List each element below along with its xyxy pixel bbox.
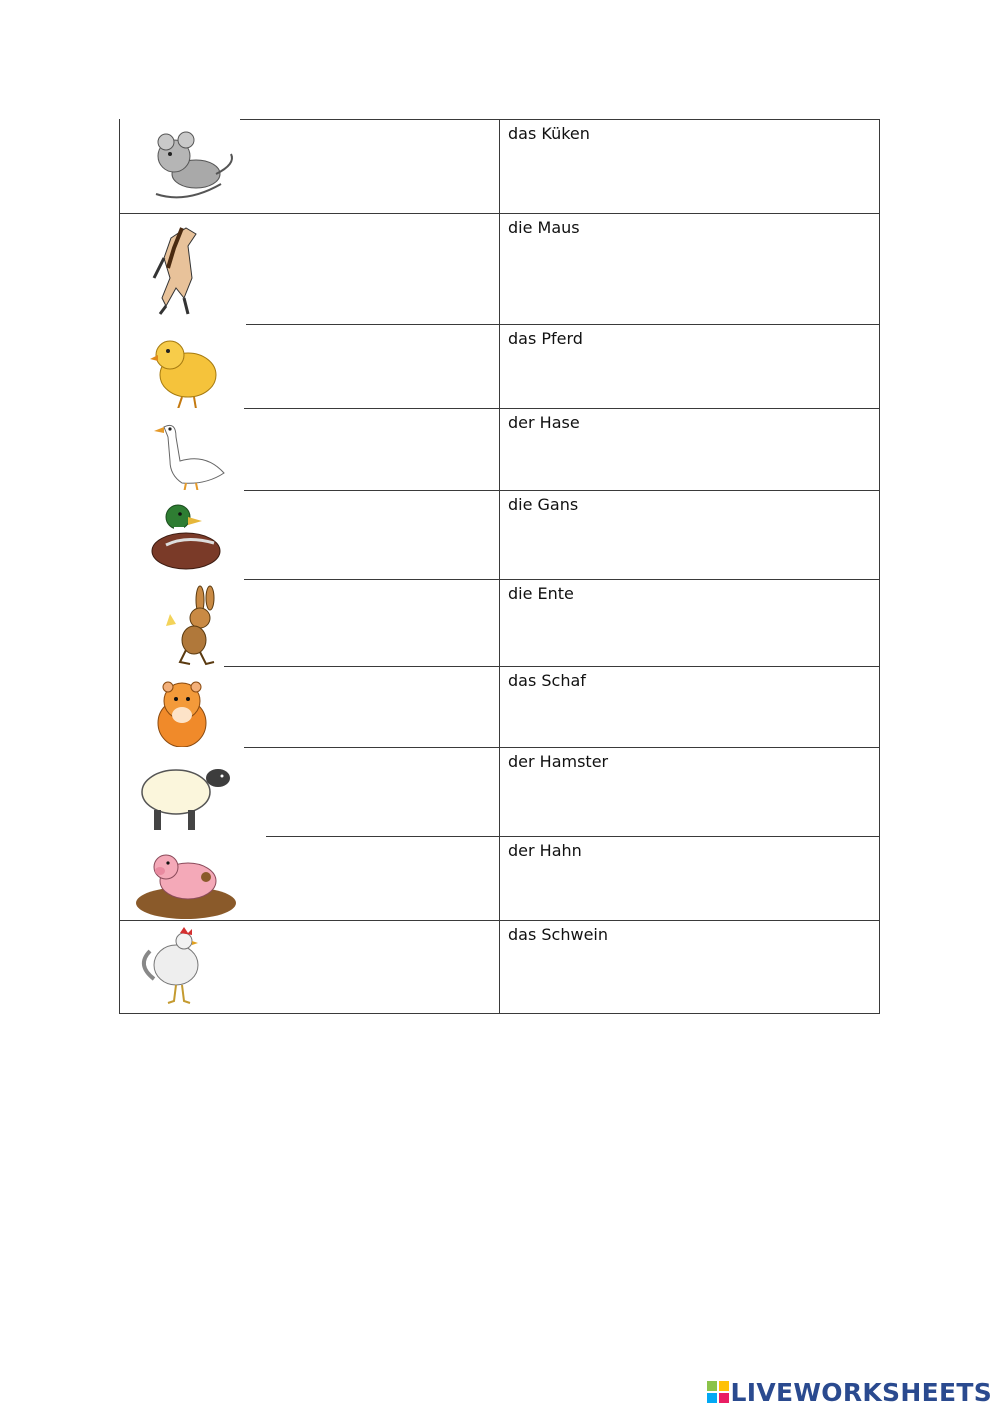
picture-cell (120, 325, 500, 409)
table-row (120, 214, 880, 325)
word-cell[interactable]: die Gans (500, 491, 880, 580)
sheep-icon (126, 752, 246, 836)
table-row (120, 120, 880, 214)
word-cell[interactable]: das Schwein (500, 921, 880, 1014)
picture-cell (120, 491, 500, 580)
hamster-icon (126, 671, 246, 755)
goose-icon (126, 413, 246, 497)
picture-cell (120, 921, 500, 1014)
liveworksheets-logo (707, 1379, 992, 1405)
table-row (120, 409, 880, 491)
picture-cell (120, 120, 500, 214)
word-cell[interactable]: der Hahn (500, 837, 880, 921)
word-cell[interactable]: der Hamster (500, 748, 880, 837)
picture-cell (120, 214, 500, 325)
table-row (120, 325, 880, 409)
table-row (120, 837, 880, 921)
word-cell[interactable]: die Maus (500, 214, 880, 325)
word-cell[interactable]: das Pferd (500, 325, 880, 409)
pig-icon (126, 841, 246, 925)
word-cell[interactable]: der Hase (500, 409, 880, 491)
picture-cell (120, 837, 500, 921)
word-cell[interactable]: die Ente (500, 580, 880, 667)
table-row (120, 580, 880, 667)
word-cell[interactable]: das Schaf (500, 667, 880, 748)
liveworksheets-badge-icon (707, 1381, 729, 1403)
horse-icon (126, 218, 246, 318)
mouse-icon (126, 124, 246, 208)
picture-cell (120, 580, 500, 667)
logo-text: LIVEWORKSHEETS (730, 1377, 992, 1407)
word-cell[interactable]: das Küken (500, 120, 880, 214)
picture-cell (120, 667, 500, 748)
picture-cell (120, 748, 500, 837)
picture-cell (120, 409, 500, 491)
worksheet-table (119, 119, 880, 1014)
chick-icon (126, 329, 246, 413)
rabbit-icon (126, 584, 246, 668)
duck-icon (126, 495, 246, 579)
table-row (120, 491, 880, 580)
rooster-icon (126, 925, 246, 1009)
table-row (120, 667, 880, 748)
table-row (120, 921, 880, 1014)
table-row (120, 748, 880, 837)
